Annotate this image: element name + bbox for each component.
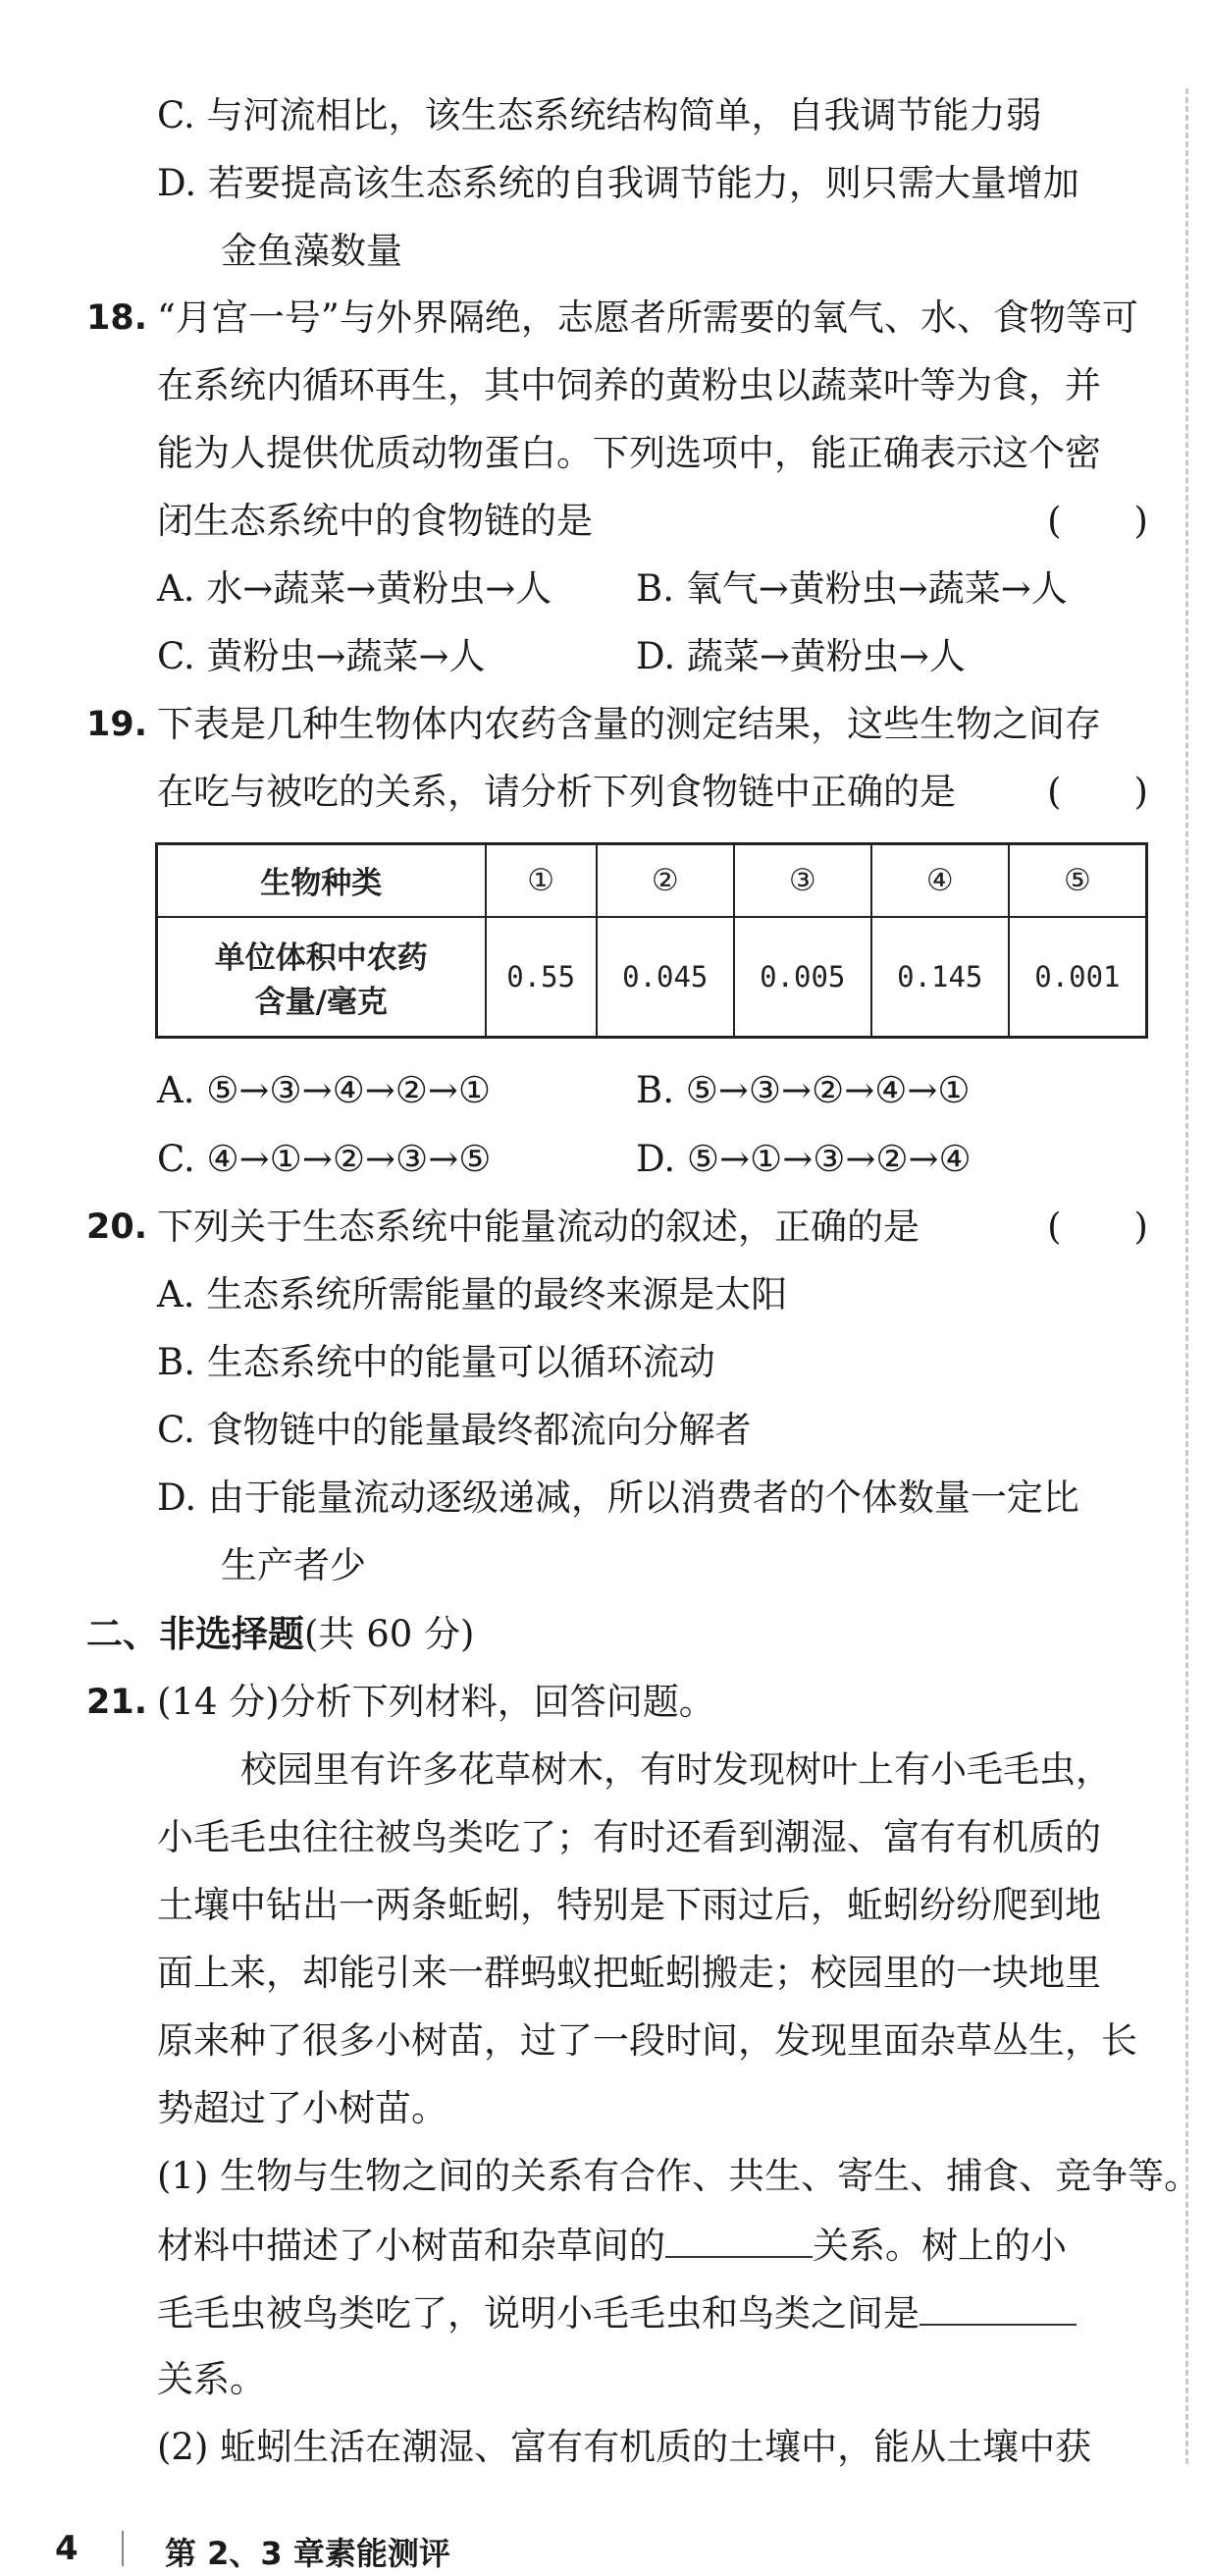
q18-number: 18. — [86, 298, 148, 338]
q17-option-c: C. 与河流相比，该生态系统结构简单，自我调节能力弱 — [157, 94, 1042, 136]
q20-option-d-continued: 生产者少 — [221, 1544, 366, 1586]
table-col-3: ③ — [734, 844, 871, 917]
q21-part1-line-2-b: 关系。树上的小 — [813, 2225, 1067, 2267]
q18-option-d: D. 蔬菜→黄粉虫→人 — [636, 635, 966, 677]
q19-answer-parentheses: ( ) — [1047, 771, 1148, 813]
q18-option-b: B. 氧气→黄粉虫→蔬菜→人 — [636, 567, 1068, 610]
q19-number: 19. — [86, 705, 148, 744]
table-header-pesticide-line-1: 单位体积中农药 — [214, 939, 428, 976]
section-title: 二、非选择题 — [86, 1613, 304, 1655]
q18-option-c: C. 黄粉虫→蔬菜→人 — [157, 635, 486, 677]
page-number: 4 — [55, 2529, 79, 2568]
table-value-4: 0.145 — [871, 917, 1009, 1038]
q21-material-line-1: 校园里有许多花草树木，有时发现树叶上有小毛毛虫， — [240, 1748, 1112, 1791]
q21-material-line-4: 面上来，却能引来一群蚂蚁把蚯蚓搬走；校园里的一块地里 — [157, 1952, 1101, 1994]
section-score: (共 60 分) — [304, 1613, 475, 1655]
q18-stem-line-1: “月宫一号”与外界隔绝，志愿者所需要的氧气、水、食物等可 — [157, 296, 1138, 339]
q21-part1-line-2-a: 材料中描述了小树苗和杂草间的 — [157, 2225, 665, 2267]
footer-title: 第 2、3 章素能测评 — [165, 2535, 450, 2572]
section-heading — [86, 1611, 474, 1658]
q21-number: 21. — [86, 1683, 148, 1722]
q19-option-d: D. ⑤→①→③→②→④ — [636, 1138, 972, 1180]
q20-stem: 下列关于生态系统中能量流动的叙述，正确的是 — [157, 1206, 920, 1248]
table-value-3: 0.005 — [734, 917, 871, 1038]
q18-stem-line-2: 在系统内循环再生，其中饲养的黄粉虫以蔬菜叶等为食，并 — [157, 364, 1101, 406]
q21-material-line-3: 土壤中钻出一两条蚯蚓，特别是下雨过后，蚯蚓纷纷爬到地 — [157, 1884, 1101, 1926]
q20-option-a: A. 生态系统所需能量的最终来源是太阳 — [157, 1273, 788, 1315]
q21-part1-line-3-text: 毛毛虫被鸟类吃了，说明小毛毛虫和鸟类之间是 — [157, 2292, 920, 2334]
q21-material-line-5: 原来种了很多小树苗，过了一段时间，发现里面杂草丛生，长 — [157, 2019, 1137, 2062]
table-value-1: 0.55 — [486, 917, 597, 1038]
table-header-pesticide-line-2: 含量/毫克 — [254, 984, 388, 1020]
q19-stem-line-1: 下表是几种生物体内农药含量的测定结果，这些生物之间存 — [157, 703, 1101, 745]
q17-option-d: D. 若要提高该生态系统的自我调节能力，则只需大量增加 — [157, 162, 1079, 204]
q21-part1-line-1: (1) 生物与生物之间的关系有合作、共生、寄生、捕食、竞争等。 — [157, 2155, 1201, 2197]
q20-answer-parentheses: ( ) — [1047, 1206, 1148, 1248]
table-value-2: 0.045 — [597, 917, 734, 1038]
q18-stem-line-4: 闭生态系统中的食物链的是 — [157, 500, 593, 542]
answer-blank-1[interactable] — [665, 2221, 813, 2258]
q21-part1-line-3 — [157, 2288, 1148, 2337]
table-col-1: ① — [486, 844, 597, 917]
table-header-species: 生物种类 — [157, 844, 486, 917]
q21-material-line-6: 势超过了小树苗。 — [157, 2087, 447, 2129]
binding-dashed-line — [1185, 88, 1188, 2464]
q20-option-d: D. 由于能量流动逐级递减，所以消费者的个体数量一定比 — [157, 1476, 1079, 1519]
q19-option-a: A. ⑤→③→④→②→① — [157, 1069, 492, 1111]
q20-option-b: B. 生态系统中的能量可以循环流动 — [157, 1341, 715, 1383]
pesticide-table — [155, 842, 1148, 1039]
table-header-pesticide — [157, 917, 486, 1038]
q18-answer-parentheses: ( ) — [1047, 500, 1148, 542]
q18-option-a: A. 水→蔬菜→黄粉虫→人 — [157, 567, 552, 610]
q19-stem-line-2: 在吃与被吃的关系，请分析下列食物链中正确的是 — [157, 771, 956, 813]
q20-number: 20. — [86, 1208, 148, 1247]
q21-part1-line-4: 关系。 — [157, 2358, 266, 2400]
q21-stem: (14 分)分析下列材料，回答问题。 — [157, 1681, 715, 1723]
q21-material-line-2: 小毛毛虫往往被鸟类吃了；有时还看到潮湿、富有有机质的 — [157, 1816, 1101, 1858]
footer-divider — [122, 2531, 124, 2566]
answer-blank-2[interactable] — [920, 2288, 1077, 2326]
table-col-2: ② — [597, 844, 734, 917]
q19-option-c: C. ④→①→②→③→⑤ — [157, 1138, 492, 1180]
table-col-4: ④ — [871, 844, 1009, 917]
q17-option-d-continued: 金鱼藻数量 — [221, 230, 402, 272]
q19-option-b: B. ⑤→③→②→④→① — [636, 1069, 971, 1111]
q20-option-c: C. 食物链中的能量最终都流向分解者 — [157, 1409, 752, 1451]
q21-part2-line-1: (2) 蚯蚓生活在潮湿、富有有机质的土壤中，能从土壤中获 — [157, 2426, 1092, 2468]
q21-part1-line-2 — [157, 2221, 1148, 2270]
table-col-5: ⑤ — [1009, 844, 1147, 917]
table-value-5: 0.001 — [1009, 917, 1147, 1038]
q18-stem-line-3: 能为人提供优质动物蛋白。下列选项中，能正确表示这个密 — [157, 432, 1101, 474]
